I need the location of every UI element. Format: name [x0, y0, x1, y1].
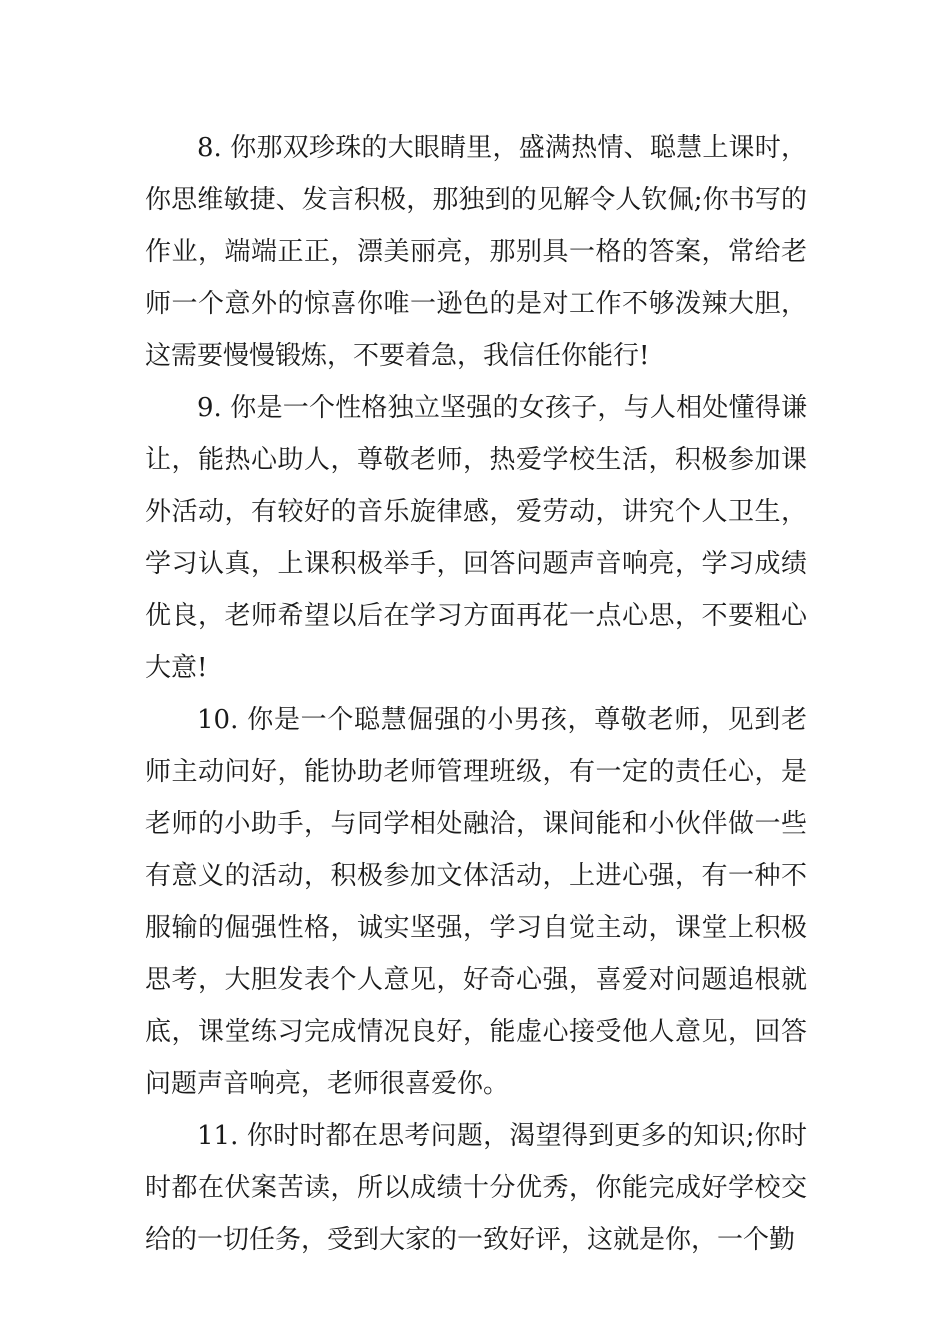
paragraph-11: 11. 你时时都在思考问题，渴望得到更多的知识;你时时都在伏案苦读，所以成绩十分优秀，你能完成好学校交给的一切任务，受到大家的一致好评，这就是你，一个勤: [145, 1121, 807, 1255]
document-body: [145, 122, 807, 1266]
paragraph-9: 9. 你是一个性格独立坚强的女孩子，与人相处懂得谦让，能热心助人，尊敬老师，热爱学校生活，积极参加课外活动，有较好的音乐旋律感，爱劳动，讲究个人卫生，学习认真，上课积极举手，回答问题声音响亮，学习成绩优良，老师希望以后在学习方面再花一点心思，不要粗心大意!: [145, 393, 807, 683]
paragraph-8: 8. 你那双珍珠的大眼睛里，盛满热情、聪慧上课时，你思维敏捷、发言积极，那独到的见解令人钦佩;你书写的作业，端端正正，漂美丽亮，那别具一格的答案，常给老师一个意外的惊喜你唯一逊色的是对工作不够泼辣大胆，这需要慢慢锻炼，不要着急，我信任你能行!: [145, 133, 807, 371]
paragraph-10: 10. 你是一个聪慧倔强的小男孩，尊敬老师，见到老师主动问好，能协助老师管理班级，有一定的责任心，是老师的小助手，与同学相处融洽，课间能和小伙伴做一些有意义的活动，积极参加文体活动，上进心强，有一种不服输的倔强性格，诚实坚强，学习自觉主动，课堂上积极思考，大胆发表个人意见，好奇心强，喜爱对问题追根就底，课堂练习完成情况良好，能虚心接受他人意见，回答问题声音响亮，老师很喜爱你。: [145, 705, 807, 1099]
